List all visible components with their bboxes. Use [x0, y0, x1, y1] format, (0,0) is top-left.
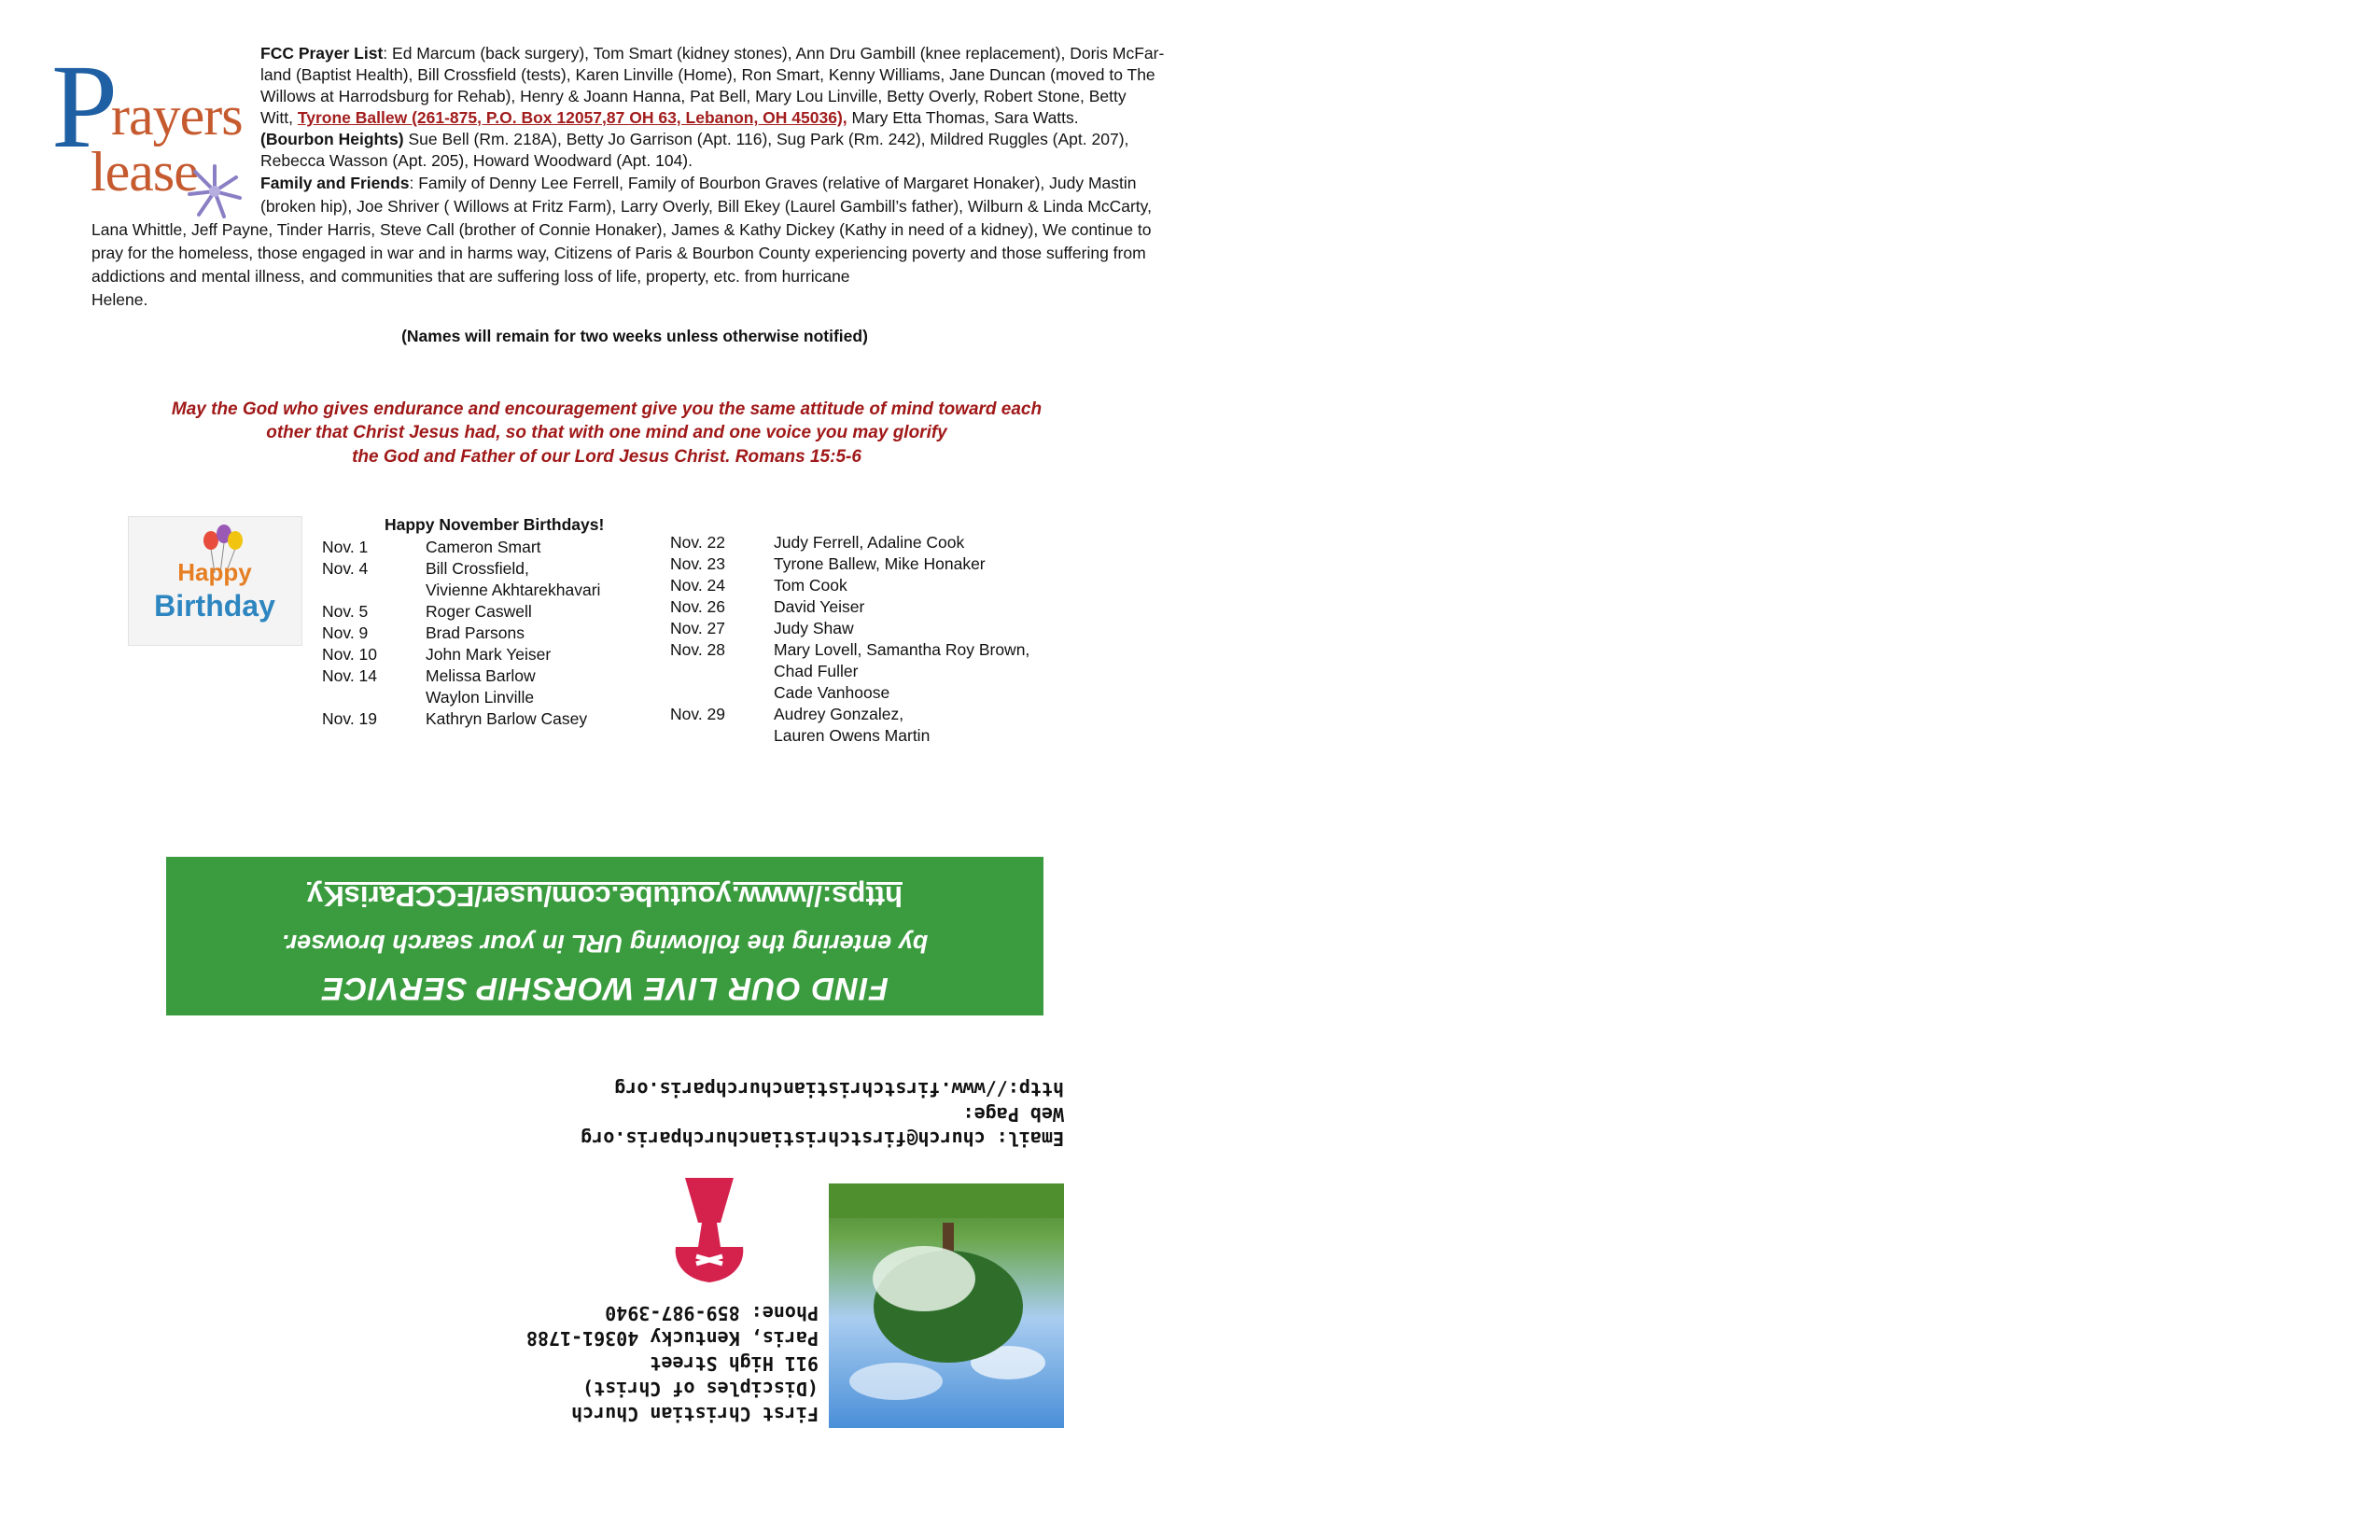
happy-birthday-image [128, 516, 302, 646]
logo-rayers: rayers [111, 85, 243, 147]
birthday-names: Vivienne Akhtarekhavari [426, 581, 601, 599]
family-friends-label: Family and Friends [260, 174, 410, 192]
birthday-names: Roger Caswell [426, 602, 532, 621]
logo-lease: lease [91, 141, 198, 203]
prayers-please-logo [51, 40, 252, 203]
birthday-date: Nov. 22 [670, 533, 726, 552]
birthday-names: David Yeiser [774, 597, 865, 616]
birthday-names: Bill Crossfield, [426, 559, 529, 578]
birthday-names: Cade Vanhoose [774, 683, 890, 702]
youtube-url-link[interactable]: https://www.youtube.com/user/FCCParisKy [307, 880, 903, 913]
birthday-names: Judy Shaw [774, 619, 854, 637]
prayer-line-7: Family and Friends: Family of Denny Lee Ferrell, Family of Bourbon Graves (relative of Margaret Honaker), Judy Mastin [260, 174, 1137, 192]
church-city: Paris, Kentucky 40361-1788 [525, 1327, 819, 1350]
prayer-list-label: FCC Prayer List [260, 44, 384, 63]
birthday-date: Nov. 9 [322, 623, 369, 642]
birthday-date: Nov. 5 [322, 602, 369, 621]
balloons-icon [129, 517, 301, 645]
logo-letter-p: P [51, 40, 119, 173]
prayer-line-3: Willows at Harrodsburg for Rehab), Henry & Joann Hanna, Pat Bell, Mary Lou Linville, Betty Overly, Robert Stone, Betty [260, 87, 1127, 105]
email-link[interactable]: Email: church@firstchristianchurchparis.org [581, 1127, 1064, 1150]
prayer-line-8: (broken hip), Joe Shriver ( Willows at Fritz Farm), Larry Overly, Bill Ekey (Laurel Gambill’s father), Wilburn & Linda McCarty, [260, 197, 1152, 216]
birthday-names: Tom Cook [774, 576, 847, 595]
prayer-line-5: (Bourbon Heights) Sue Bell (Rm. 218A), Betty Jo Garrison (Apt. 116), Sug Park (Rm. 242), Mildred Ruggles (Apt. 207), [260, 130, 1129, 148]
bourbon-heights-label: (Bourbon Heights) [260, 130, 404, 148]
prayer-line-2: land (Baptist Health), Bill Crossfield (tests), Karen Linville (Home), Ron Smart, Kenny Williams, Jane Duncan (moved to The [260, 65, 1155, 84]
church-street: 911 High Street [650, 1352, 819, 1375]
birthday-names: Tyrone Ballew, Mike Honaker [774, 554, 986, 573]
birthday-date: Nov. 24 [670, 576, 726, 595]
prayer-line-10: pray for the homeless, those engaged in war and in harms way, Citizens of Paris & Bourbon County experiencing poverty and those suffering from [91, 244, 1146, 262]
birthday-names: Brad Parsons [426, 623, 525, 642]
banner-title: FIND OUR LIVE WORSHIP SERVICE [321, 971, 889, 1006]
birthday-names: Lauren Owens Martin [774, 726, 931, 745]
web-page-link[interactable]: Web Page: http://www.firstchristianchurchparis.org [614, 1078, 1064, 1126]
prayer-line-11: addictions and mental illness, and communities that are suffering loss of life, property, etc. from hurricane [91, 267, 850, 286]
birthday-names: Kathryn Barlow Casey [426, 709, 588, 728]
birthday-names: Waylon Linville [426, 688, 535, 707]
chalice-icon [672, 1176, 747, 1288]
church-phone: Phone: 859-987-3940 [605, 1302, 819, 1324]
church-photo [829, 1183, 1064, 1428]
tyrone-address-link[interactable]: Tyrone Ballew (261-875, P.O. Box 12057,87 OH 63, Lebanon, OH 45036), [297, 108, 847, 127]
birthday-names: Audrey Gonzalez, [774, 705, 904, 723]
birthday-image-word-2: Birthday [154, 589, 275, 623]
birthday-names: Chad Fuller [774, 662, 859, 680]
birthday-date: Nov. 27 [670, 619, 726, 637]
verse-line-3: the God and Father of our Lord Jesus Christ. Romans 15:5-6 [352, 447, 861, 467]
birthday-date: Nov. 14 [322, 666, 378, 685]
verse-line-2: other that Christ Jesus had, so that with one mind and one voice you may glorify [266, 423, 947, 442]
birthday-names: Judy Ferrell, Adaline Cook [774, 533, 965, 552]
prayer-line-9: Lana Whittle, Jeff Payne, Tinder Harris, Steve Call (brother of Connie Honaker), James & Kathy Dickey (Kathy in need of a kidney), We continue to [91, 220, 1152, 239]
birthday-date: Nov. 1 [322, 538, 369, 556]
verse-line-1: May the God who gives endurance and encouragement give you the same attitude of mind toward each [171, 399, 1043, 419]
birthday-names: Melissa Barlow [426, 666, 536, 685]
birthdays-title: Happy November Birthdays! [385, 515, 605, 534]
prayer-line-4: Witt, Tyrone Ballew (261-875, P.O. Box 12057,87 OH 63, Lebanon, OH 45036), Mary Etta Thomas, Sara Watts. [260, 108, 1079, 127]
flower-icon [182, 159, 247, 224]
birthday-names: John Mark Yeiser [426, 645, 552, 664]
banner-subtitle: by entering the following URL in your search browser. [281, 930, 929, 958]
birthday-date: Nov. 29 [670, 705, 726, 723]
prayer-line-1: FCC Prayer List: Ed Marcum (back surgery), Tom Smart (kidney stones), Ann Dru Gambill (knee replacement), Doris McFar- [260, 44, 1165, 63]
prayer-line-12: Helene. [91, 290, 148, 309]
church-denomination: (Disciples of Christ) [582, 1378, 819, 1400]
notice-text: (Names will remain for two weeks unless otherwise notified) [401, 327, 868, 345]
contact-block [523, 1078, 1064, 1447]
birthday-names: Mary Lovell, Samantha Roy Brown, [774, 640, 1030, 659]
birthday-date: Nov. 26 [670, 597, 726, 616]
church-name: First Christian Church [571, 1403, 819, 1425]
worship-banner [166, 857, 1043, 1015]
birthday-date: Nov. 28 [670, 640, 726, 659]
prayer-line-6: Rebecca Wasson (Apt. 205), Howard Woodward (Apt. 104). [260, 151, 693, 170]
birthday-date: Nov. 19 [322, 709, 378, 728]
tree-photo-icon [829, 1183, 1064, 1428]
birthday-date: Nov. 4 [322, 559, 369, 578]
birthday-image-word-1: Happy [177, 558, 252, 586]
birthday-date: Nov. 10 [322, 645, 378, 664]
birthday-names: Cameron Smart [426, 538, 541, 556]
birthday-date: Nov. 23 [670, 554, 726, 573]
